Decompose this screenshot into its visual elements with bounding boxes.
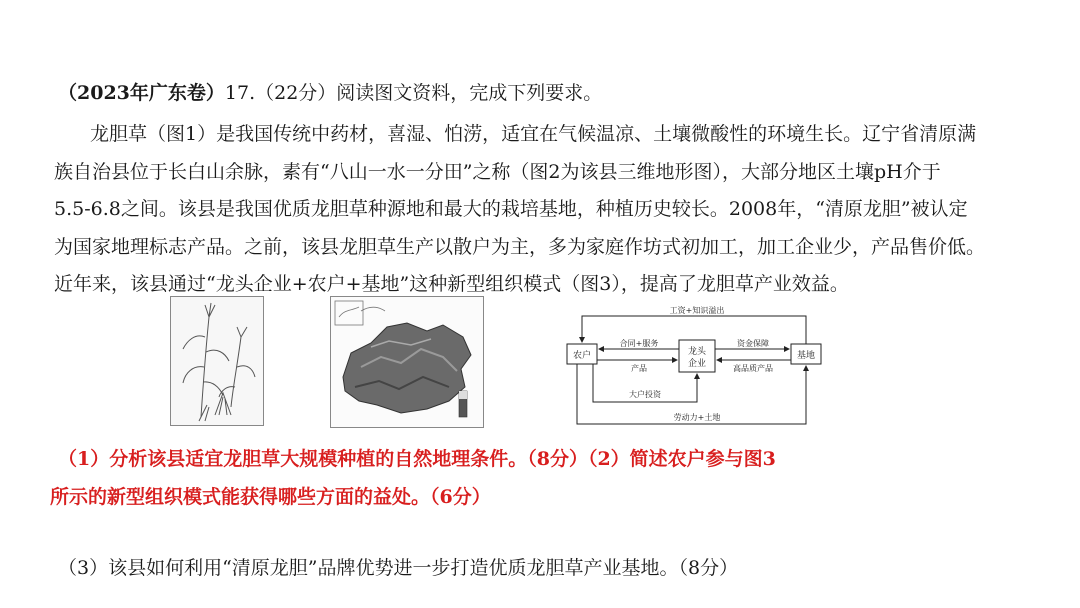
enterprise-node-line1: 龙头: [687, 347, 707, 357]
question-1-2-line2: 所示的新型组织模式能获得哪些方面的益处。（6分）: [50, 486, 491, 508]
product-label: 产品: [631, 364, 647, 373]
reading-passage: [54, 116, 1064, 304]
passage-line: 为国家地理标志产品。之前，该县龙胆草生产以散户为主，多为家庭作坊式初加工，加工企业少，产品售价低。: [54, 235, 986, 258]
passage-line: 族自治县位于长白山余脉，素有“八山一水一分田”之称（图2为该县三维地形图），大部分地区土壤pH介于: [54, 160, 941, 183]
capital-label: 资金保障: [737, 339, 769, 348]
gentian-plant-illustration: [171, 297, 263, 425]
investment-label: 大户投资: [629, 390, 661, 399]
contract-label: 合同+服务: [619, 339, 659, 348]
question-header: [58, 78, 602, 105]
question-3: （3）该县如何利用“清原龙胆”品牌优势进一步打造优质龙胆草产业基地。（8分）: [58, 557, 739, 579]
passage-line: 龙胆草（图1）是我国传统中药材，喜湿、怕涝，适宜在气候温凉、土壤微酸性的环境生长。辽宁省清原满: [90, 123, 977, 145]
question-source: （2023年广东卷）: [58, 82, 225, 104]
terrain-map-figure: [330, 296, 484, 428]
farmer-node: 农户: [572, 351, 592, 361]
organization-model-diagram: [563, 296, 833, 431]
gentian-plant-figure: [170, 296, 264, 426]
top-flow-label: 工资+知识溢出: [669, 306, 725, 315]
question-1-2-line1: （1）分析该县适宜龙胆草大规模种植的自然地理条件。（8分）（2）简述农户参与图3: [58, 448, 776, 470]
passage-line: 近年来，该县通过“龙头企业+农户+基地”这种新型组织模式（图3），提高了龙胆草产业效益。: [54, 273, 849, 295]
enterprise-node-line2: 企业: [687, 359, 707, 369]
base-node: 基地: [796, 351, 816, 361]
passage-line: 5.5-6.8之间。该县是我国优质龙胆草种源地和最大的栽培基地，种植历史较长。2008年，“清原龙胆”被认定: [54, 198, 968, 220]
question-title: 17.（22分）阅读图文资料，完成下列要求。: [224, 82, 603, 104]
bottom-flow-label: 劳动力+土地: [673, 413, 721, 422]
flow-diagram: [563, 296, 833, 431]
terrain-map-illustration: [331, 297, 483, 427]
quality-label: 高品质产品: [733, 364, 773, 373]
